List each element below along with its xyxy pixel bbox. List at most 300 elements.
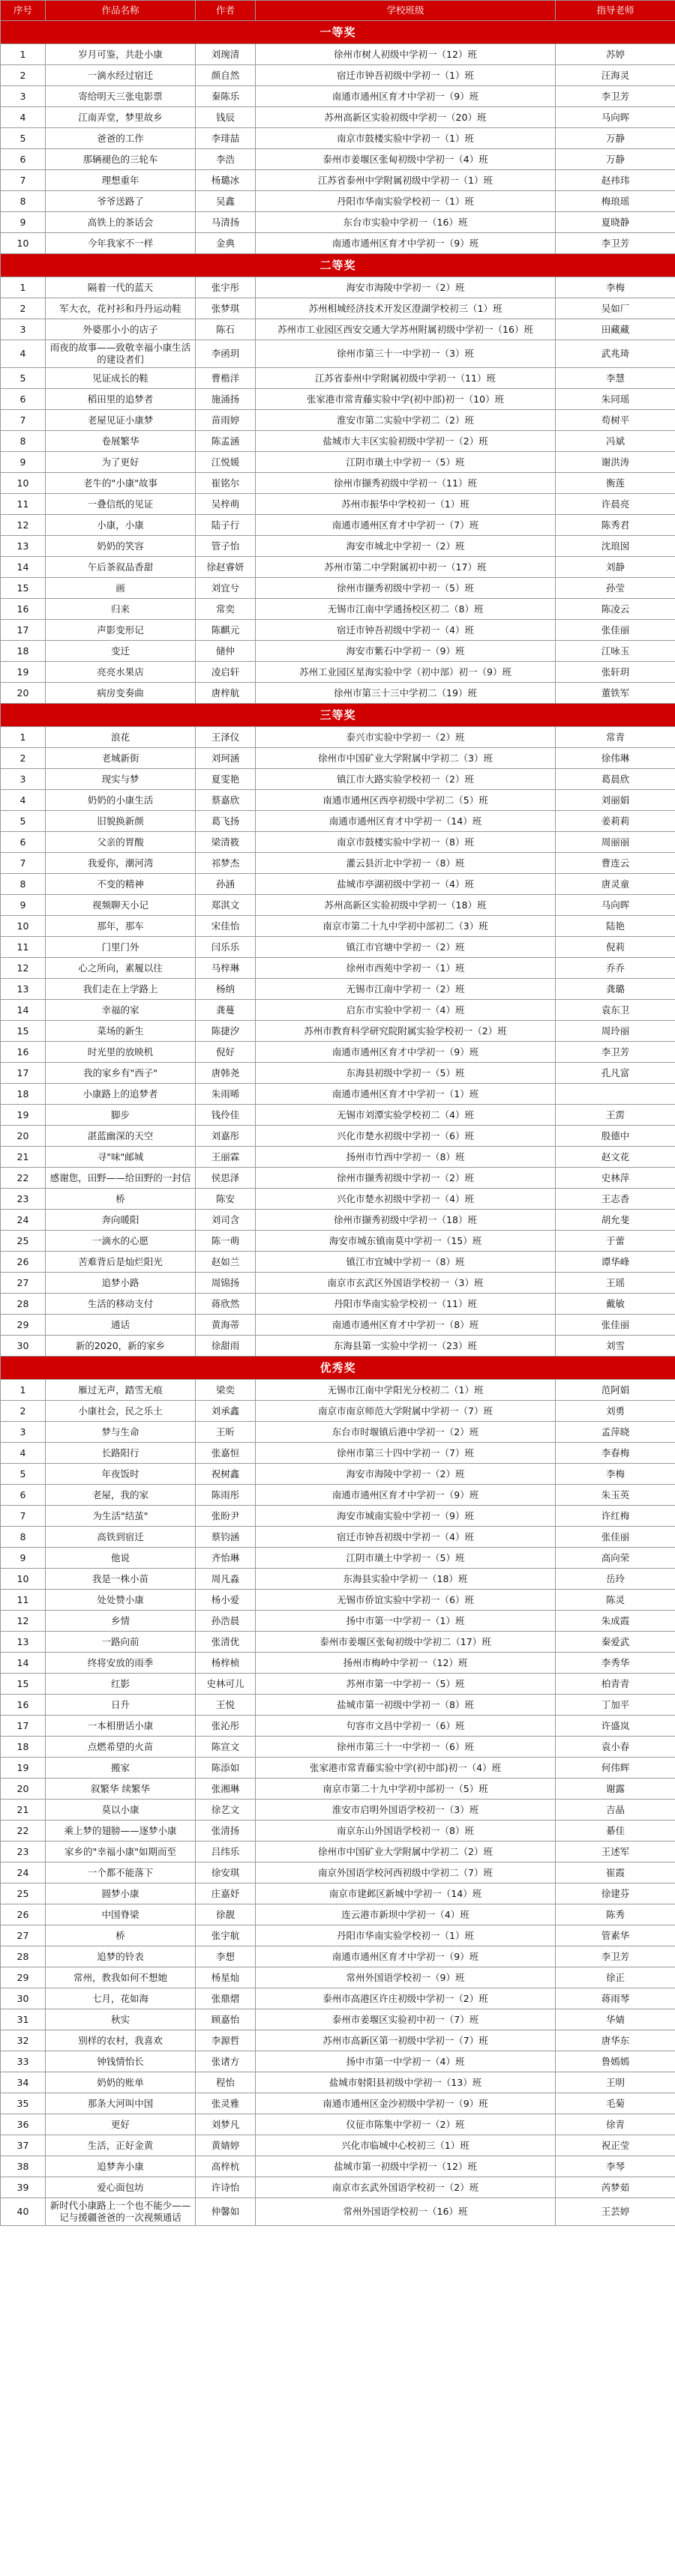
cell-title: 更好 [46, 2114, 196, 2135]
table-row [1, 1779, 675, 1800]
cell-teacher: 刘雪 [556, 1336, 675, 1357]
header-no: 序号 [1, 1, 46, 21]
table-row [1, 1695, 675, 1716]
cell-no: 17 [1, 620, 46, 641]
table-row [1, 1042, 675, 1063]
cell-author: 王悦 [196, 1695, 256, 1716]
cell-title: 我的家乡有"西子" [46, 1063, 196, 1084]
table-row [1, 536, 675, 557]
cell-no: 18 [1, 1084, 46, 1105]
cell-school: 兴化市楚水初级中学初一（6）班 [256, 1126, 556, 1147]
cell-teacher: 马向晖 [556, 895, 675, 916]
cell-teacher: 蒋雨琴 [556, 1988, 675, 2009]
table-row [1, 1925, 675, 1946]
table-row [1, 2198, 675, 2226]
cell-no: 30 [1, 1336, 46, 1357]
cell-author: 刘梦凡 [196, 2114, 256, 2135]
cell-no: 1 [1, 44, 46, 65]
cell-title: 莫以小康 [46, 1800, 196, 1821]
cell-title: 一本相册话小康 [46, 1716, 196, 1737]
cell-no: 9 [1, 1548, 46, 1569]
cell-author: 李函玥 [196, 340, 256, 368]
cell-school: 常州外国语学校初一（16）班 [256, 2198, 556, 2226]
cell-teacher: 周丽丽 [556, 832, 675, 853]
cell-teacher: 王芸婷 [556, 2198, 675, 2226]
cell-school: 盐城市亭湖初级中学初一（4）班 [256, 874, 556, 895]
cell-author: 蔡钧涵 [196, 1527, 256, 1548]
cell-author: 王昕 [196, 1422, 256, 1443]
cell-title: 处处赞小康 [46, 1590, 196, 1611]
table-row [1, 2156, 675, 2177]
section-header-row [1, 704, 675, 727]
cell-no: 24 [1, 1862, 46, 1883]
cell-teacher: 田藏藏 [556, 319, 675, 340]
cell-no: 2 [1, 298, 46, 319]
cell-author: 张盼尹 [196, 1506, 256, 1527]
cell-school: 徐州市撷秀初级中学初一（2）班 [256, 1168, 556, 1189]
cell-title: 点燃希望的火苗 [46, 1737, 196, 1758]
cell-author: 祝树鑫 [196, 1464, 256, 1485]
cell-school: 徐州市中国矿业大学附属中学初二（2）班 [256, 1841, 556, 1862]
cell-author: 陈石 [196, 319, 256, 340]
cell-no: 18 [1, 1737, 46, 1758]
cell-no: 10 [1, 473, 46, 494]
cell-no: 3 [1, 769, 46, 790]
cell-no: 27 [1, 1925, 46, 1946]
cell-title: 追梦小路 [46, 1273, 196, 1294]
cell-no: 9 [1, 212, 46, 233]
cell-teacher: 唐华东 [556, 2030, 675, 2051]
cell-no: 4 [1, 790, 46, 811]
cell-teacher: 秦爱武 [556, 1632, 675, 1653]
cell-school: 仪征市陈集中学初一（2）班 [256, 2114, 556, 2135]
cell-no: 10 [1, 1569, 46, 1590]
table-row [1, 895, 675, 916]
table-row [1, 1883, 675, 1904]
cell-no: 18 [1, 641, 46, 662]
cell-author: 王丽霖 [196, 1147, 256, 1168]
cell-school: 徐州市中国矿业大学附属中学初二（3）班 [256, 748, 556, 769]
cell-teacher: 高向荣 [556, 1548, 675, 1569]
cell-title: 那辆褪色的三轮车 [46, 149, 196, 170]
cell-author: 葛飞扬 [196, 811, 256, 832]
cell-title: 浪花 [46, 727, 196, 748]
cell-school: 泰州市姜堰区张甸初级中学初二（17）班 [256, 1632, 556, 1653]
table-row [1, 599, 675, 620]
cell-teacher: 赵祎玮 [556, 170, 675, 191]
cell-teacher: 冯斌 [556, 431, 675, 452]
table-row [1, 620, 675, 641]
table-header-row [1, 1, 675, 21]
cell-teacher: 马向晖 [556, 107, 675, 128]
cell-author: 曹楷洋 [196, 368, 256, 389]
table-row [1, 979, 675, 1000]
cell-school: 南京市第二十九中学初中部初一（5）班 [256, 1779, 556, 1800]
table-row [1, 452, 675, 473]
cell-no: 3 [1, 319, 46, 340]
cell-title: 雁过无声，踏雪无痕 [46, 1380, 196, 1401]
cell-title: 我是一株小苗 [46, 1569, 196, 1590]
cell-school: 宿迁市钟吾初级中学初一（4）班 [256, 1527, 556, 1548]
table-row [1, 1168, 675, 1189]
table-row [1, 811, 675, 832]
cell-teacher: 王瑶 [556, 1273, 675, 1294]
cell-teacher: 谭华峰 [556, 1252, 675, 1273]
table-row [1, 1126, 675, 1147]
cell-no: 6 [1, 1485, 46, 1506]
cell-school: 南通市通州区西亭初级中学初二（5）班 [256, 790, 556, 811]
cell-no: 20 [1, 1126, 46, 1147]
cell-teacher: 毛菊 [556, 2093, 675, 2114]
cell-no: 8 [1, 191, 46, 212]
table-row [1, 1527, 675, 1548]
cell-title: 一滴水的心愿 [46, 1231, 196, 1252]
table-row [1, 389, 675, 410]
cell-author: 陈安 [196, 1189, 256, 1210]
table-row [1, 1189, 675, 1210]
table-row [1, 790, 675, 811]
cell-school: 盐城市大丰区实验初级中学初一（2）班 [256, 431, 556, 452]
cell-title: 生活的移动支付 [46, 1294, 196, 1315]
cell-no: 4 [1, 1443, 46, 1464]
cell-author: 朱雨晞 [196, 1084, 256, 1105]
cell-teacher: 袁东卫 [556, 1000, 675, 1021]
cell-school: 南京外国语学校河西初级中学初二（7）班 [256, 1862, 556, 1883]
cell-teacher: 许盛岚 [556, 1716, 675, 1737]
cell-teacher: 何伟辉 [556, 1758, 675, 1779]
cell-teacher: 朱成霞 [556, 1611, 675, 1632]
cell-school: 南通市通州区育才中学初一（14）班 [256, 811, 556, 832]
cell-teacher: 李卫芳 [556, 233, 675, 254]
cell-teacher: 李秀华 [556, 1653, 675, 1674]
cell-no: 40 [1, 2198, 46, 2226]
cell-title: 那年，那车 [46, 916, 196, 937]
cell-title: 乡情 [46, 1611, 196, 1632]
cell-title: 生活，正好金黄 [46, 2135, 196, 2156]
cell-no: 23 [1, 1841, 46, 1862]
cell-title: 感谢您，田野——给田野的一封信 [46, 1168, 196, 1189]
cell-school: 南通市通州区育才中学初一（1）班 [256, 1084, 556, 1105]
cell-title: 我爱你，潮河湾 [46, 853, 196, 874]
table-row [1, 1210, 675, 1231]
cell-title: 常州，教我如何不想她 [46, 1967, 196, 1988]
cell-no: 26 [1, 1252, 46, 1273]
cell-school: 扬州市竹西中学初一（8）班 [256, 1147, 556, 1168]
cell-author: 张清扬 [196, 1821, 256, 1841]
cell-title: 叙繁华 续繁华 [46, 1779, 196, 1800]
cell-no: 31 [1, 2009, 46, 2030]
table-row [1, 1569, 675, 1590]
table-row [1, 2051, 675, 2072]
cell-teacher: 刘勇 [556, 1401, 675, 1422]
table-row [1, 1105, 675, 1126]
cell-title: 亮亮水果店 [46, 662, 196, 683]
cell-teacher: 王雳 [556, 1105, 675, 1126]
cell-no: 23 [1, 1189, 46, 1210]
table-row [1, 1590, 675, 1611]
cell-author: 张清优 [196, 1632, 256, 1653]
cell-author: 陈一萌 [196, 1231, 256, 1252]
cell-school: 盐城市第一初级中学初一（12）班 [256, 2156, 556, 2177]
cell-no: 27 [1, 1273, 46, 1294]
table-row [1, 832, 675, 853]
cell-no: 15 [1, 578, 46, 599]
cell-teacher: 吉晶 [556, 1800, 675, 1821]
cell-school: 海安市城北中学初一（2）班 [256, 536, 556, 557]
table-row [1, 1000, 675, 1021]
cell-title: 不变的精神 [46, 874, 196, 895]
cell-title: 他说 [46, 1548, 196, 1569]
cell-teacher: 崔霞 [556, 1862, 675, 1883]
cell-no: 10 [1, 233, 46, 254]
cell-no: 7 [1, 170, 46, 191]
table-row [1, 1021, 675, 1042]
cell-teacher: 周玲丽 [556, 1021, 675, 1042]
cell-author: 郑淇文 [196, 895, 256, 916]
cell-title: 高铁到宿迁 [46, 1527, 196, 1548]
cell-no: 11 [1, 937, 46, 958]
cell-title: 苦难背后是灿烂阳光 [46, 1252, 196, 1273]
cell-author: 吕纬乐 [196, 1841, 256, 1862]
table-row [1, 1422, 675, 1443]
cell-school: 宿迁市钟吾初级中学初一（1）班 [256, 65, 556, 86]
cell-author: 仲馨如 [196, 2198, 256, 2226]
cell-no: 17 [1, 1716, 46, 1737]
table-row [1, 1758, 675, 1779]
cell-no: 7 [1, 410, 46, 431]
cell-author: 梁清筱 [196, 832, 256, 853]
cell-author: 杨小爱 [196, 1590, 256, 1611]
cell-title: 别样的农村，我喜欢 [46, 2030, 196, 2051]
cell-no: 29 [1, 1315, 46, 1336]
cell-author: 张梦琪 [196, 298, 256, 319]
cell-author: 顾嘉怡 [196, 2009, 256, 2030]
cell-title: 爱心面包坊 [46, 2177, 196, 2198]
cell-author: 祁梦杰 [196, 853, 256, 874]
cell-teacher: 陈凌云 [556, 599, 675, 620]
cell-teacher: 张佳丽 [556, 1527, 675, 1548]
section-title: 二等奖 [1, 254, 675, 277]
cell-author: 庄嘉妤 [196, 1883, 256, 1904]
cell-title: 高铁上的茶话会 [46, 212, 196, 233]
cell-author: 周锦扬 [196, 1273, 256, 1294]
cell-title: 湛蓝幽深的天空 [46, 1126, 196, 1147]
table-row [1, 1800, 675, 1821]
cell-no: 32 [1, 2030, 46, 2051]
table-row [1, 1294, 675, 1315]
cell-school: 东台市实验中学初一（16）班 [256, 212, 556, 233]
cell-no: 19 [1, 1758, 46, 1779]
table-row [1, 853, 675, 874]
cell-school: 泰兴市实验中学初一（2）班 [256, 727, 556, 748]
cell-school: 盐城市第一初级中学初一（8）班 [256, 1695, 556, 1716]
cell-title: 家乡的"幸福小康"如期而至 [46, 1841, 196, 1862]
cell-no: 21 [1, 1147, 46, 1168]
cell-no: 36 [1, 2114, 46, 2135]
cell-school: 连云港市新坝中学初一（4）班 [256, 1904, 556, 1925]
cell-school: 海安市城南实验中学初一（9）班 [256, 1506, 556, 1527]
cell-school: 南京市玄武外国语学校初一（2）班 [256, 2177, 556, 2198]
cell-teacher: 鲁嫣嫣 [556, 2051, 675, 2072]
cell-teacher: 于蕾 [556, 1231, 675, 1252]
cell-author: 梁奕 [196, 1380, 256, 1401]
cell-school: 东海县第一实验中学初一（23）班 [256, 1336, 556, 1357]
cell-title: 老牛的"小康"故事 [46, 473, 196, 494]
cell-no: 17 [1, 1063, 46, 1084]
cell-no: 22 [1, 1821, 46, 1841]
cell-school: 苏州相城经济技术开发区澄湖学校初三（1）班 [256, 298, 556, 319]
cell-author: 苗雨婷 [196, 410, 256, 431]
cell-school: 无锡市刘潭实验学校初二（4）班 [256, 1105, 556, 1126]
cell-title: 钟钱情怡长 [46, 2051, 196, 2072]
cell-school: 苏州市教育科学研究院附属实验学校初一（2）班 [256, 1021, 556, 1042]
cell-teacher: 常青 [556, 727, 675, 748]
cell-title: 外婆那小小的店子 [46, 319, 196, 340]
cell-title: 搬家 [46, 1758, 196, 1779]
cell-school: 扬州市梅岭中学初一（12）班 [256, 1653, 556, 1674]
cell-author: 张宇彤 [196, 277, 256, 298]
cell-title: 奔向暖阳 [46, 1210, 196, 1231]
cell-teacher: 李慧 [556, 368, 675, 389]
cell-school: 兴化市临城中心校初三（1）班 [256, 2135, 556, 2156]
table-row [1, 191, 675, 212]
cell-school: 南京市鼓楼实验中学初一（1）班 [256, 128, 556, 149]
cell-author: 吴鑫 [196, 191, 256, 212]
cell-author: 凌启轩 [196, 662, 256, 683]
table-row [1, 2135, 675, 2156]
cell-title: 门里门外 [46, 937, 196, 958]
cell-title: 日升 [46, 1695, 196, 1716]
cell-school: 南通市通州区育才中学初一（9）班 [256, 1042, 556, 1063]
cell-no: 4 [1, 107, 46, 128]
cell-school: 苏州高新区实验初级中学初一（20）班 [256, 107, 556, 128]
table-row [1, 578, 675, 599]
cell-title: 一个都不能落下 [46, 1862, 196, 1883]
cell-no: 25 [1, 1883, 46, 1904]
cell-school: 丹阳市华南实验学校初一（11）班 [256, 1294, 556, 1315]
cell-school: 徐州市第三十一中学初一（3）班 [256, 340, 556, 368]
cell-author: 李想 [196, 1946, 256, 1967]
cell-school: 南通市通州区育才中学初一（8）班 [256, 1315, 556, 1336]
cell-teacher: 苟树平 [556, 410, 675, 431]
cell-school: 苏州工业园区星海实验中学（初中部）初一（9）班 [256, 662, 556, 683]
cell-school: 海安市海陵中学初一（2）班 [256, 1464, 556, 1485]
cell-teacher: 徐青 [556, 2114, 675, 2135]
cell-author: 陈宣文 [196, 1737, 256, 1758]
cell-school: 淮安市启明外国语学校初一（3）班 [256, 1800, 556, 1821]
cell-teacher: 张佳丽 [556, 620, 675, 641]
cell-author: 管子怡 [196, 536, 256, 557]
table-row [1, 473, 675, 494]
cell-author: 侯思泽 [196, 1168, 256, 1189]
table-row [1, 1611, 675, 1632]
cell-teacher: 王述军 [556, 1841, 675, 1862]
cell-teacher: 袁小春 [556, 1737, 675, 1758]
table-row [1, 149, 675, 170]
cell-author: 李浩 [196, 149, 256, 170]
cell-teacher: 曹连云 [556, 853, 675, 874]
section-title: 一等奖 [1, 21, 675, 44]
cell-school: 南通市通州区育才中学初一（9）班 [256, 233, 556, 254]
table-row [1, 683, 675, 704]
cell-teacher: 江咏玉 [556, 641, 675, 662]
cell-author: 张嘉恒 [196, 1443, 256, 1464]
cell-no: 7 [1, 1506, 46, 1527]
cell-teacher: 葛晨欣 [556, 769, 675, 790]
cell-author: 秦陈乐 [196, 86, 256, 107]
cell-author: 陆子行 [196, 515, 256, 536]
header-teacher: 指导老师 [556, 1, 675, 21]
cell-teacher: 祝正莹 [556, 2135, 675, 2156]
cell-teacher: 殷德中 [556, 1126, 675, 1147]
cell-teacher: 陆艳 [556, 916, 675, 937]
cell-author: 常奕 [196, 599, 256, 620]
cell-teacher: 徐建芬 [556, 1883, 675, 1904]
cell-title: 老屋见证小康梦 [46, 410, 196, 431]
table-row [1, 874, 675, 895]
table-row [1, 368, 675, 389]
table-row [1, 107, 675, 128]
cell-no: 37 [1, 2135, 46, 2156]
cell-no: 39 [1, 2177, 46, 2198]
cell-title: 幸福的家 [46, 1000, 196, 1021]
cell-author: 陈麒元 [196, 620, 256, 641]
table-row [1, 1653, 675, 1674]
header-author: 作者 [196, 1, 256, 21]
cell-title: 卷展繁华 [46, 431, 196, 452]
cell-author: 徐靓 [196, 1904, 256, 1925]
table-row [1, 641, 675, 662]
cell-title: 年夜饭时 [46, 1464, 196, 1485]
table-row [1, 170, 675, 191]
cell-no: 28 [1, 1294, 46, 1315]
cell-author: 唐梓航 [196, 683, 256, 704]
cell-no: 26 [1, 1904, 46, 1925]
table-row [1, 2009, 675, 2030]
cell-teacher: 柏青青 [556, 1674, 675, 1695]
table-row [1, 1063, 675, 1084]
cell-author: 陈添如 [196, 1758, 256, 1779]
cell-teacher: 孟萍晓 [556, 1422, 675, 1443]
cell-author: 刘珂涵 [196, 748, 256, 769]
cell-school: 苏州市振华中学校初一（1）班 [256, 494, 556, 515]
table-row [1, 1336, 675, 1357]
cell-title: 奶奶的账单 [46, 2072, 196, 2093]
cell-school: 徐州市第三十三中学初二（19）班 [256, 683, 556, 704]
cell-no: 2 [1, 748, 46, 769]
cell-school: 苏州市工业园区西安交通大学苏州附属初级中学初一（16）班 [256, 319, 556, 340]
cell-teacher: 胡允斐 [556, 1210, 675, 1231]
table-row [1, 1841, 675, 1862]
cell-no: 25 [1, 1231, 46, 1252]
cell-no: 35 [1, 2093, 46, 2114]
cell-school: 徐州市撷秀初级中学初一（18）班 [256, 1210, 556, 1231]
cell-no: 1 [1, 727, 46, 748]
table-row [1, 937, 675, 958]
cell-no: 8 [1, 431, 46, 452]
cell-school: 江苏省泰州中学附属初级中学初一（1）班 [256, 170, 556, 191]
table-row [1, 748, 675, 769]
cell-no: 7 [1, 853, 46, 874]
cell-author: 许诗怡 [196, 2177, 256, 2198]
cell-school: 扬中市第一中学初一（1）班 [256, 1611, 556, 1632]
cell-author: 高梓杭 [196, 2156, 256, 2177]
cell-school: 海安市紫石中学初一（9）班 [256, 641, 556, 662]
cell-teacher: 史林萍 [556, 1168, 675, 1189]
table-row [1, 1967, 675, 1988]
cell-school: 南通市通州区育才中学初一（9）班 [256, 1946, 556, 1967]
table-row [1, 1401, 675, 1422]
